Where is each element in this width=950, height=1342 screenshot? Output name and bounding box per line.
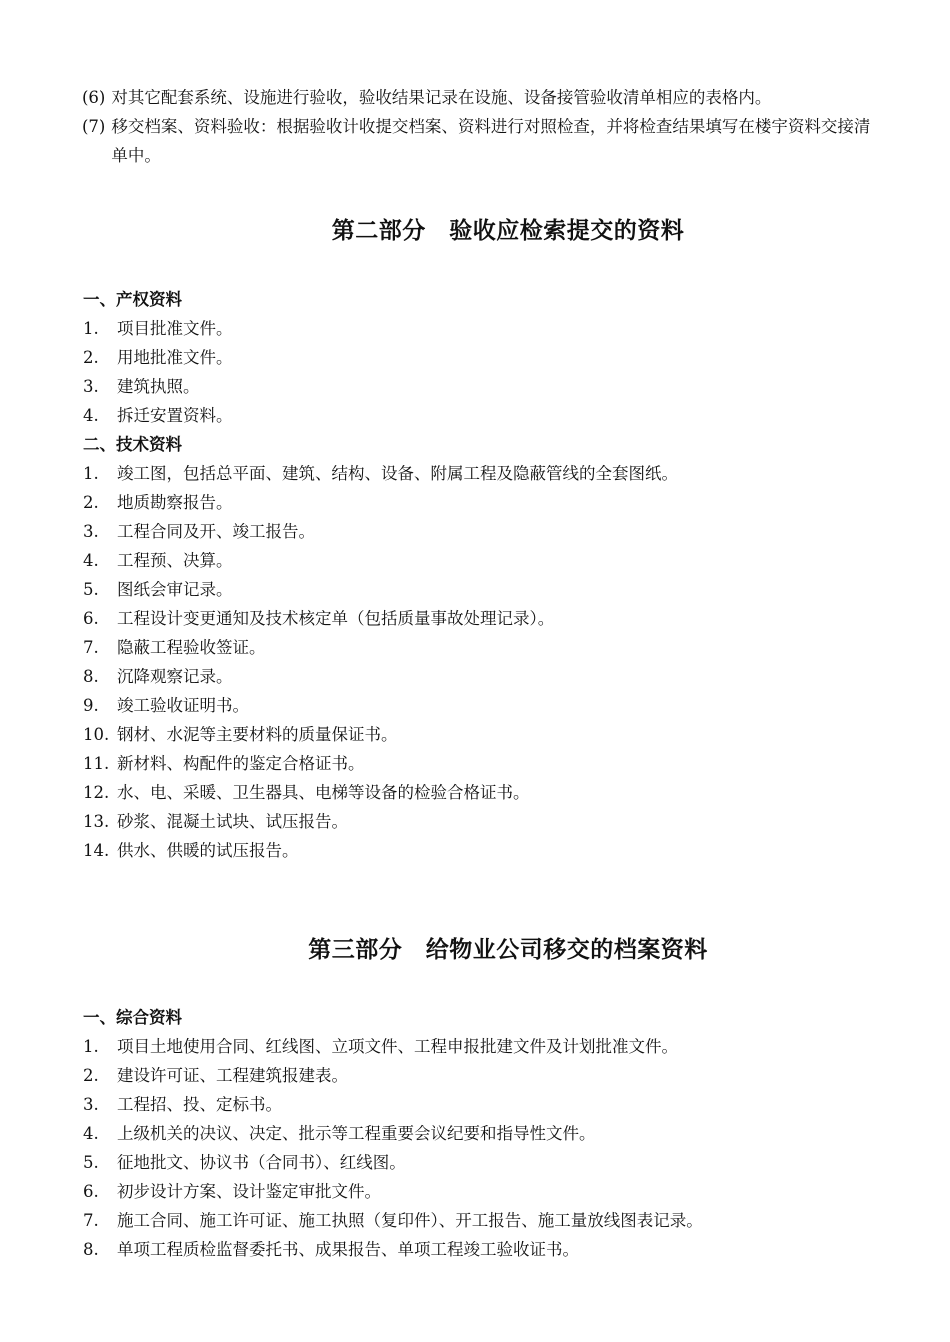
list-item (83, 343, 883, 372)
list-item-number: 1. (83, 319, 99, 338)
list-item (83, 1148, 883, 1177)
list-item-text: 竣工图，包括总平面、建筑、结构、设备、附属工程及隐蔽管线的全套图纸。 (117, 464, 678, 483)
list-item-text: 新材料、构配件的鉴定合格证书。 (117, 754, 365, 773)
list-item (83, 1032, 883, 1061)
section-general-docs (83, 1003, 883, 1264)
list-item (83, 1206, 883, 1235)
list-item-number: 4. (83, 406, 99, 425)
list-item-number: 9. (83, 696, 99, 715)
list-item-number: 4. (83, 1124, 99, 1143)
list-item-text: 上级机关的决议、决定、批示等工程重要会议纪要和指导性文件。 (117, 1124, 596, 1143)
list-item-text: 单项工程质检监督委托书、成果报告、单项工程竣工验收证书。 (117, 1240, 579, 1259)
section-property-docs (83, 285, 883, 430)
list-item-number: 3. (83, 377, 99, 396)
list-item-text: 征地批文、协议书（合同书）、红线图。 (117, 1153, 406, 1172)
list-item-number: 13. (83, 812, 110, 831)
list-item (83, 836, 883, 865)
list-item (83, 1119, 883, 1148)
list-item (83, 633, 883, 662)
list-item-text: 初步设计方案、设计鉴定审批文件。 (117, 1182, 381, 1201)
list-item (83, 720, 883, 749)
list-item-text: 工程合同及开、竣工报告。 (117, 522, 315, 541)
list-item-text: 隐蔽工程验收签证。 (117, 638, 266, 657)
list-item-number: 4. (83, 551, 99, 570)
list-item-text: 建设许可证、工程建筑报建表。 (117, 1066, 348, 1085)
list-item-text: 建筑执照。 (117, 377, 200, 396)
list-item (83, 691, 883, 720)
list-item (83, 749, 883, 778)
list-item (83, 372, 883, 401)
list-item-number: 7. (83, 638, 99, 657)
intro-item-text: 对其它配套系统、设施进行验收，验收结果记录在设施、设备接管验收清单相应的表格内。 (111, 88, 772, 107)
list-item (83, 778, 883, 807)
list-item-text: 工程招、投、定标书。 (117, 1095, 282, 1114)
list-item-number: 1. (83, 464, 99, 483)
list-item-text: 沉降观察记录。 (117, 667, 233, 686)
list-item (83, 517, 883, 546)
intro-item-text: 移交档案、资料验收：根据验收计收提交档案、资料进行对照检查，并将检查结果填写在楼宇资料交接清单中。 (111, 117, 871, 165)
list-item (83, 488, 883, 517)
list-item-number: 3. (83, 522, 99, 541)
intro-items (82, 83, 882, 170)
part2-title: 第二部分 验收应检索提交的资料 (331, 218, 685, 244)
list-item-number: 11. (83, 754, 110, 773)
list-item-text: 工程预、决算。 (117, 551, 233, 570)
list-item-text: 项目土地使用合同、红线图、立项文件、工程申报批建文件及计划批准文件。 (117, 1037, 678, 1056)
list-item-number: 5. (83, 1153, 99, 1172)
list-item-number: 10. (83, 725, 110, 744)
list-item-text: 地质勘察报告。 (117, 493, 233, 512)
list-item-number: 6. (83, 1182, 99, 1201)
list-item-number: 2. (83, 493, 99, 512)
list-item-text: 供水、供暖的试压报告。 (117, 841, 299, 860)
list-item (83, 1235, 883, 1264)
list-item-text: 用地批准文件。 (117, 348, 233, 367)
list-item-number: 6. (83, 609, 99, 628)
list-item (83, 1061, 883, 1090)
list-item (83, 546, 883, 575)
list-item (83, 1090, 883, 1119)
list-item (83, 1177, 883, 1206)
list-item-number: 3. (83, 1095, 99, 1114)
list-item-text: 砂浆、混凝土试块、试压报告。 (117, 812, 348, 831)
list-item (83, 662, 883, 691)
section-heading: 一、综合资料 (83, 1008, 182, 1027)
section-heading: 二、技术资料 (83, 435, 182, 454)
section-technical-docs (83, 430, 883, 865)
list-item-number: 12. (83, 783, 110, 802)
list-item (83, 459, 883, 488)
list-item-number: 1. (83, 1037, 99, 1056)
list-item-text: 项目批准文件。 (117, 319, 233, 338)
list-item-text: 竣工验收证明书。 (117, 696, 249, 715)
list-item (83, 401, 883, 430)
list-item-number: 2. (83, 348, 99, 367)
intro-item-6 (82, 83, 882, 112)
list-item (83, 604, 883, 633)
intro-item-number: (7) (82, 117, 106, 136)
list-item-text: 施工合同、施工许可证、施工执照（复印件）、开工报告、施工量放线图表记录。 (117, 1211, 703, 1230)
intro-item-7 (82, 112, 882, 170)
list-item-number: 8. (83, 667, 99, 686)
list-item (83, 807, 883, 836)
list-item-number: 8. (83, 1240, 99, 1259)
section-heading: 一、产权资料 (83, 290, 182, 309)
list-item-number: 5. (83, 580, 99, 599)
list-item (83, 314, 883, 343)
list-item-number: 7. (83, 1211, 99, 1230)
list-item-text: 图纸会审记录。 (117, 580, 233, 599)
list-item (83, 575, 883, 604)
intro-item-number: (6) (82, 88, 106, 107)
list-item-text: 钢材、水泥等主要材料的质量保证书。 (117, 725, 398, 744)
list-item-text: 水、电、采暖、卫生器具、电梯等设备的检验合格证书。 (117, 783, 530, 802)
list-item-text: 工程设计变更通知及技术核定单（包括质量事故处理记录）。 (117, 609, 555, 628)
part3-title: 第三部分 给物业公司移交的档案资料 (308, 937, 708, 963)
list-item-number: 2. (83, 1066, 99, 1085)
list-item-number: 14. (83, 841, 110, 860)
list-item-text: 拆迁安置资料。 (117, 406, 233, 425)
